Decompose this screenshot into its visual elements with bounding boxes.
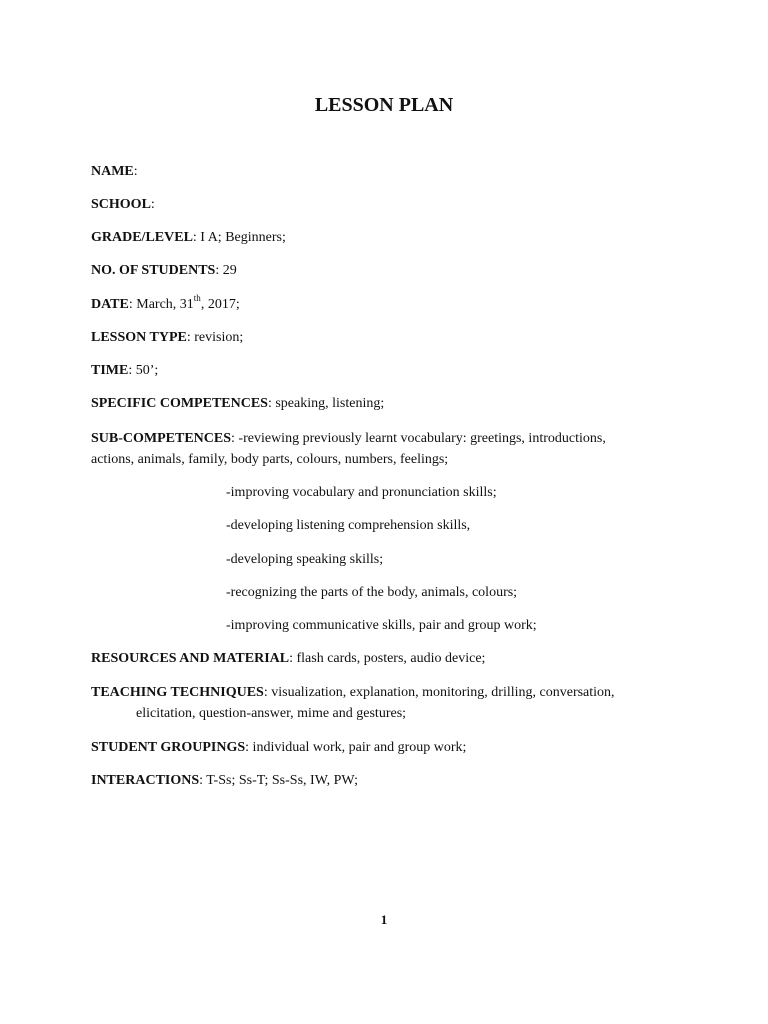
field-interactions	[91, 770, 358, 792]
sub-competence-item: -improving communicative skills, pair and group work;	[226, 618, 537, 633]
page-number: 1	[380, 912, 388, 927]
field-sub-competences	[91, 428, 606, 450]
sub-competence-item: -developing listening comprehension skills,	[226, 518, 471, 533]
field-value: : flash cards, posters, audio device;	[289, 651, 486, 666]
field-students	[91, 260, 237, 282]
sub-competences-continuation: actions, animals, family, body parts, colours, numbers, feelings;	[91, 452, 449, 467]
field-lesson-type	[91, 327, 243, 349]
techniques-continuation: elicitation, question-answer, mime and gestures;	[136, 706, 407, 721]
field-label: LESSON TYPE	[91, 330, 187, 345]
document-title: LESSON PLAN	[314, 94, 454, 116]
field-label: SUB-COMPETENCES	[91, 431, 232, 446]
field-techniques	[91, 682, 615, 704]
field-name	[91, 161, 138, 183]
field-value-end: , 2017;	[200, 297, 240, 312]
field-value: : 50’;	[128, 363, 159, 378]
field-value: : T-Ss; Ss-T; Ss-Ss, IW, PW;	[199, 773, 358, 788]
field-value: : speaking, listening;	[267, 396, 385, 411]
field-school	[91, 194, 155, 216]
field-resources	[91, 648, 485, 670]
field-value: : visualization, explanation, monitoring, drilling, conversation,	[263, 685, 615, 700]
field-label: SPECIFIC COMPETENCES	[91, 396, 268, 411]
field-label: GRADE/LEVEL	[91, 230, 193, 245]
field-label: SCHOOL	[91, 197, 151, 212]
field-date	[91, 294, 240, 316]
field-label: NO. OF STUDENTS	[91, 263, 216, 278]
field-label: INTERACTIONS	[91, 773, 200, 788]
field-grade	[91, 227, 286, 249]
field-value: : -reviewing previously learnt vocabulary: greetings, introductions,	[231, 431, 606, 446]
field-label: TIME	[91, 363, 129, 378]
field-specific-competences	[91, 393, 384, 415]
field-value: : 29	[215, 263, 237, 278]
field-label: STUDENT GROUPINGS	[91, 740, 246, 755]
field-value: : I A; Beginners;	[192, 230, 286, 245]
field-label: TEACHING TECHNIQUES	[91, 685, 264, 700]
field-value: : revision;	[186, 330, 244, 345]
field-value: :	[133, 164, 138, 179]
field-label: RESOURCES AND MATERIAL	[91, 651, 290, 666]
sub-competence-item: -recognizing the parts of the body, animals, colours;	[226, 585, 518, 600]
field-value: : March, 31	[128, 297, 194, 312]
field-groupings	[91, 737, 466, 759]
field-label: DATE	[91, 297, 129, 312]
field-value: :	[150, 197, 155, 212]
date-superscript: th	[193, 293, 201, 304]
field-value: : individual work, pair and group work;	[245, 740, 467, 755]
field-time	[91, 360, 158, 382]
sub-competence-item: -developing speaking skills;	[226, 552, 384, 567]
field-label: NAME	[91, 164, 134, 179]
sub-competence-item: -improving vocabulary and pronunciation skills;	[226, 485, 497, 500]
